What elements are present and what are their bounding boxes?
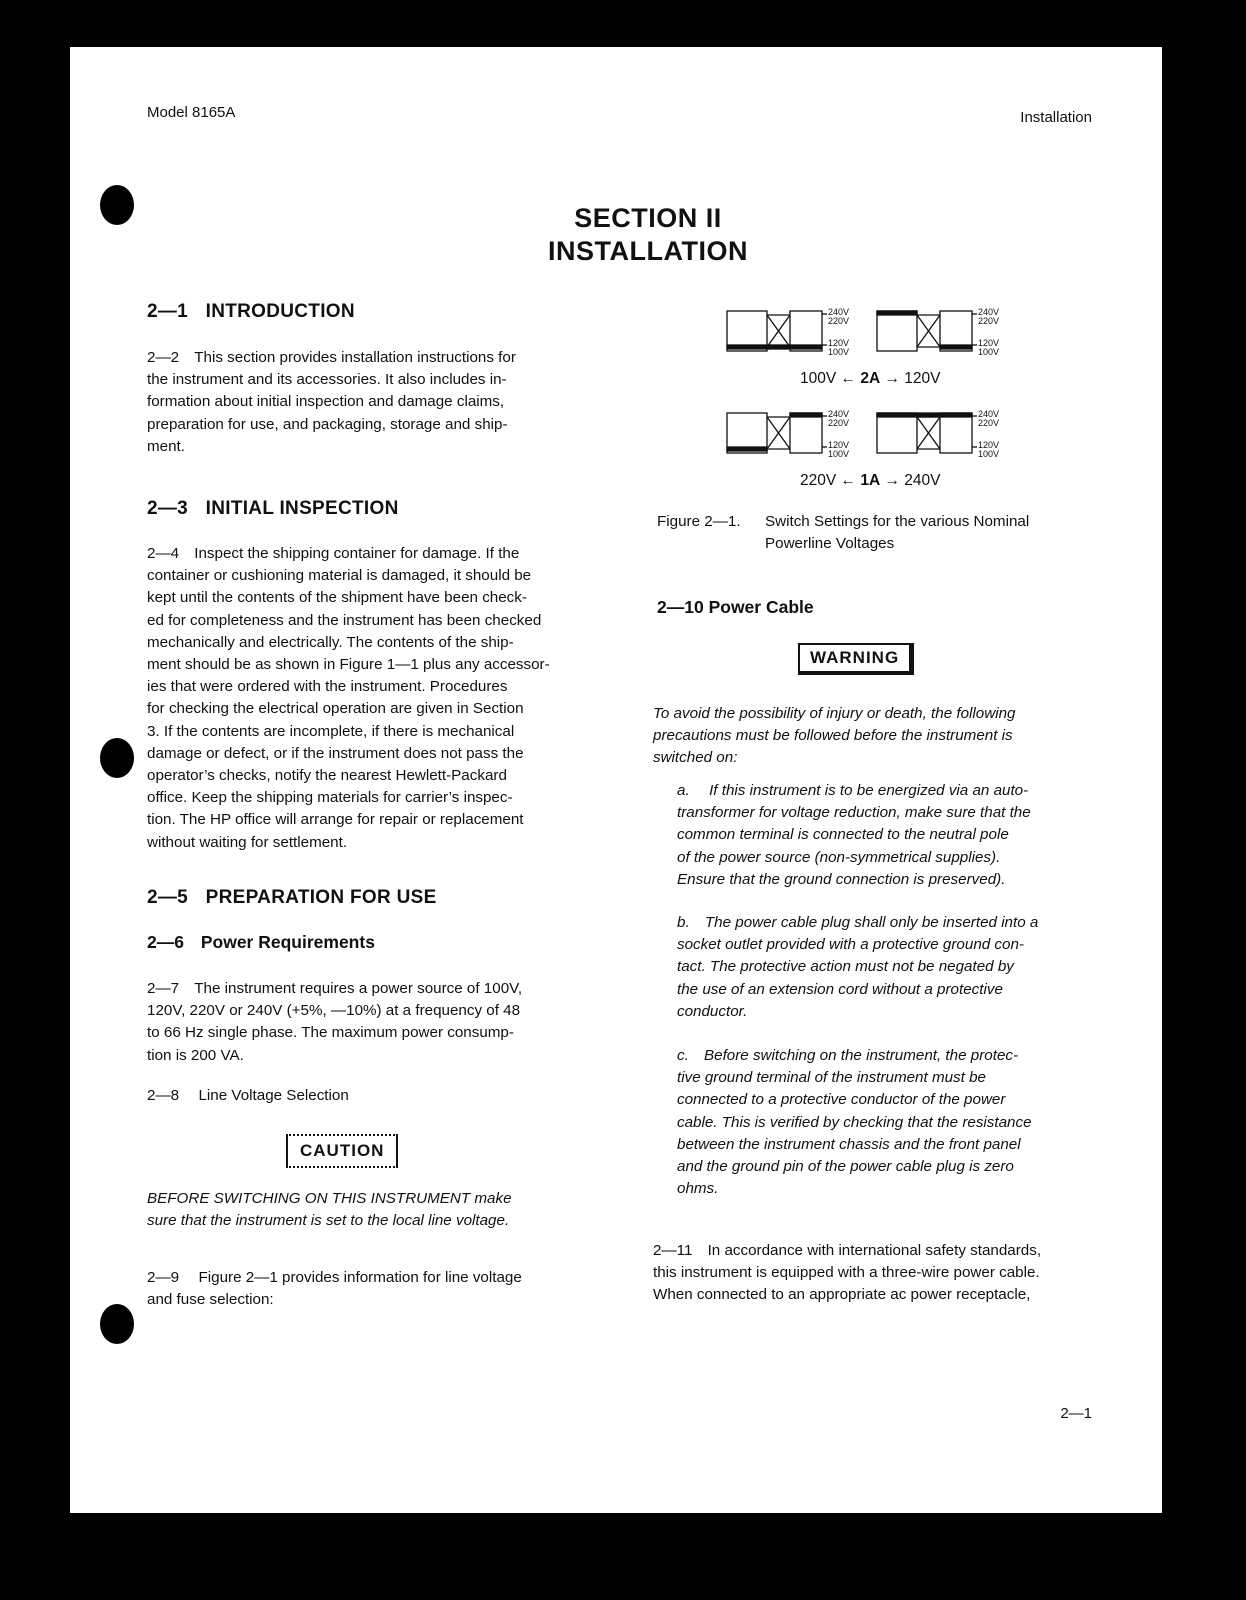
heading-text: INTRODUCTION [205, 301, 355, 322]
heading-introduction [147, 301, 355, 323]
warning-item-c: c. Before switching on the instrument, the protec- tive ground terminal of the instrument must be connected to a protective conductor of the power cable. This is verified by checking that the resistance between the instrument chassis and the front panel and the ground pin of the power cable plug is zero ohms. [677, 1047, 1032, 1198]
paragraph-2-7: 2—7 The instrument requires a power source of 100V, 120V, 220V or 240V (+5%, —10%) at a frequency of 48 to 66 Hz single phase. The maximum power consump- tion is 200 VA. [147, 980, 523, 1064]
heading-text: INITIAL INSPECTION [205, 498, 399, 519]
switch-240v [877, 413, 977, 453]
warning-item-b: b. The power cable plug shall only be inserted into a socket outlet provided with a protective ground con- tact. The protective action must not be negated by the use of an extension cord without a protective conductor. [677, 914, 1039, 1020]
switch-120v [877, 311, 977, 351]
heading-text: PREPARATION FOR USE [205, 887, 437, 908]
figure-caption-1a: 220V ← 1A → 240V [800, 472, 941, 489]
caution-box: CAUTION [286, 1134, 398, 1168]
heading-power-cable [657, 597, 814, 618]
figure-caption: Switch Settings for the various Nominal Powerline Voltages [765, 513, 1030, 553]
paragraph-2-8: 2—8 Line Voltage Selection [147, 1087, 349, 1104]
header-model: Model 8165A [147, 104, 236, 121]
heading-number: 2—3 [147, 498, 189, 519]
heading-power-requirements [147, 932, 375, 953]
switch-labels-1: 240V 220V 120V 100V [828, 307, 850, 357]
warning-item-a: a. If this instrument is to be energized via an auto- transformer for voltage reduction, make sure that the common terminal is connected to the neutral pole of the power source (non-symmetrical supplies). Ensure that the ground connection is preserved). [677, 782, 1031, 888]
heading-number: 2—1 [147, 301, 189, 322]
figure-caption-2a: 100V ← 2A → 120V [800, 370, 941, 387]
header-section: Installation [1020, 109, 1092, 126]
paragraph-2-11: 2—11 In accordance with international safety standards, this instrument is equipped with a three-wire power cable. When connected to an appropriate ac power receptacle, [653, 1242, 1042, 1304]
section-title-line1: SECTION II [574, 203, 722, 233]
switch-labels-2: 240V 220V 120V 100V [978, 307, 1000, 357]
punch-hole-bottom [100, 1304, 134, 1344]
heading-text: Power Cable [708, 597, 814, 617]
warning-intro: To avoid the possibility of injury or death, the following precautions must be followed before the instrument is switched on: [653, 705, 1016, 767]
switch-100v [727, 311, 827, 351]
switch-labels-4: 240V 220V 120V 100V [978, 409, 1000, 459]
heading-initial-inspection [147, 498, 399, 520]
paragraph-2-9: 2—9 Figure 2—1 provides information for line voltage and fuse selection: [147, 1269, 522, 1309]
section-title [102, 202, 1194, 268]
figure-label: Figure 2—1. [657, 513, 741, 530]
paragraph-2-4: 2—4 Inspect the shipping container for damage. If the container or cushioning material is damaged, it should be kept until the contents of the shipment have been check- ed for completeness and the instrument has been checked mechanically and electrically. The contents of the ship- ment should be as shown in Figure 1—1 plus any accessor- ies that were ordered with the instrument. Procedures for checking the electrical operation are given in Section 3. If the contents are incomplete, if there is mechanical damage or defect, or if the instrument does not pass the operator’s checks, notify the nearest Hewlett-Packard office. Keep the shipping materials for carrier’s inspec- tion. The HP office will arrange for repair or replacement without waiting for settlement. [147, 545, 550, 851]
punch-hole-middle [100, 738, 134, 778]
switch-220v [727, 413, 827, 453]
heading-preparation-for-use [147, 887, 437, 909]
caution-text: BEFORE SWITCHING ON THIS INSTRUMENT make sure that the instrument is set to the local line voltage. [147, 1190, 512, 1230]
heading-number: 2—6 [147, 932, 184, 952]
heading-number: 2—5 [147, 887, 189, 908]
page-number: 2—1 [1060, 1405, 1092, 1422]
warning-box: WARNING [798, 643, 914, 675]
heading-number: 2—10 [657, 597, 704, 617]
section-title-line2: INSTALLATION [548, 236, 748, 266]
heading-text: Power Requirements [200, 932, 375, 952]
switch-labels-3: 240V 220V 120V 100V [828, 409, 850, 459]
document-page [70, 47, 1162, 1513]
paragraph-2-2: 2—2 This section provides installation instructions for the instrument and its accessories. It also includes in- formation about initial inspection and damage claims, preparation for use, and packaging, storage and ship- ment. [147, 349, 516, 455]
